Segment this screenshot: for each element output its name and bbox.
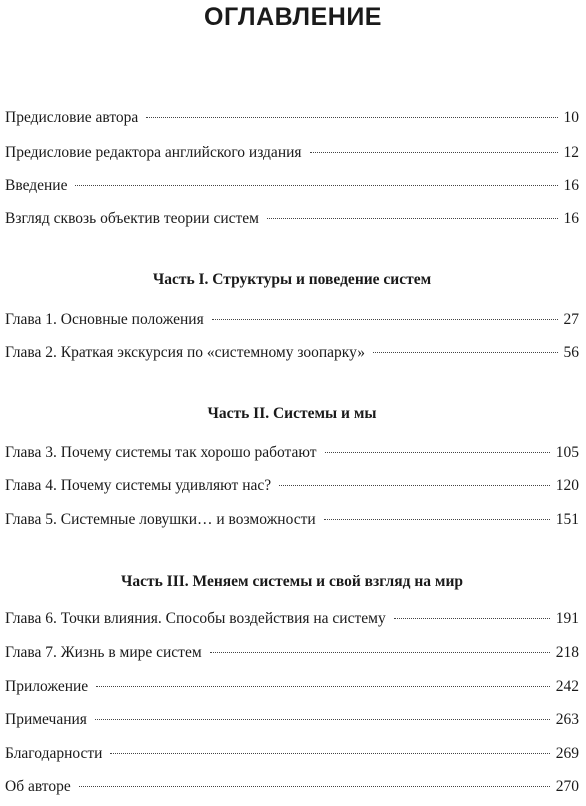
toc-entry-label: Глава 2. Краткая экскурсия по «системному зоопарку»: [5, 344, 365, 361]
toc-entry[interactable]: [5, 176, 579, 196]
toc-entry-label: Глава 7. Жизнь в мире систем: [5, 644, 202, 661]
toc-entry-label: Глава 3. Почему системы так хорошо работают: [5, 444, 317, 461]
toc-entry-label: Введение: [5, 177, 68, 194]
dot-leader: [267, 218, 558, 219]
dot-leader: [324, 519, 550, 520]
toc-entry[interactable]: [5, 310, 579, 330]
toc-entry-label: Предисловие автора: [5, 109, 139, 126]
toc-entry[interactable]: [5, 777, 579, 797]
toc-entry-label: Благодарности: [5, 745, 103, 762]
dot-leader: [212, 319, 558, 320]
toc-entry[interactable]: [5, 609, 579, 629]
toc-entry[interactable]: [5, 343, 579, 363]
toc-entry-page: 263: [555, 711, 579, 728]
dot-leader: [394, 618, 550, 619]
toc-entry-page: 218: [555, 644, 579, 661]
toc-entry[interactable]: [5, 510, 579, 530]
dot-leader: [325, 452, 550, 453]
page-title: ОГЛАВЛЕНИЕ: [204, 3, 382, 31]
toc-entry[interactable]: [5, 476, 579, 496]
toc-entry-page: 16: [563, 177, 579, 194]
toc-entry-page: 270: [555, 778, 579, 795]
toc-entry-page: 151: [555, 511, 579, 528]
toc-entry-label: Глава 4. Почему системы удивляют нас?: [5, 477, 272, 494]
dot-leader: [146, 117, 557, 118]
toc-entry-page: 269: [555, 745, 579, 762]
table-of-contents: [5, 0, 579, 806]
toc-entry[interactable]: [5, 443, 579, 463]
toc-entry-page: 56: [563, 344, 579, 361]
dot-leader: [310, 152, 558, 153]
toc-entry-label: Об авторе: [5, 778, 71, 795]
toc-entry-label: Глава 5. Системные ловушки… и возможности: [5, 511, 316, 528]
dot-leader: [110, 753, 549, 754]
dot-leader: [75, 185, 557, 186]
toc-entry-page: 105: [555, 444, 579, 461]
dot-leader: [373, 352, 558, 353]
toc-entry-page: 242: [555, 678, 579, 695]
dot-leader: [95, 719, 550, 720]
toc-entry-page: 191: [555, 610, 579, 627]
part-heading[interactable]: Часть III. Меняем системы и свой взгляд на мир: [120, 573, 463, 590]
toc-entry[interactable]: [5, 209, 579, 229]
toc-entry-label: Глава 6. Точки влияния. Способы воздействия на систему: [5, 610, 386, 627]
toc-entry-label: Примечания: [5, 711, 87, 728]
toc-entry-label: Глава 1. Основные положения: [5, 311, 204, 328]
toc-entry-page: 27: [563, 311, 579, 328]
toc-entry[interactable]: [5, 143, 579, 163]
toc-entry-label: Приложение: [5, 678, 89, 695]
toc-entry-label: Взгляд сквозь объектив теории систем: [5, 210, 259, 227]
toc-entry-page: 16: [563, 210, 579, 227]
toc-entry[interactable]: [5, 677, 579, 697]
part-heading[interactable]: Часть I. Структуры и поведение систем: [152, 271, 432, 288]
toc-entry-page: 10: [563, 109, 579, 126]
dot-leader: [279, 485, 550, 486]
part-heading[interactable]: Часть II. Системы и мы: [207, 405, 377, 422]
toc-entry-label: Предисловие редактора английского издания: [5, 144, 302, 161]
dot-leader: [96, 686, 550, 687]
toc-entry[interactable]: [5, 744, 579, 764]
toc-entry-page: 12: [563, 144, 579, 161]
toc-entry-page: 120: [555, 477, 579, 494]
dot-leader: [210, 652, 550, 653]
toc-entry[interactable]: [5, 643, 579, 663]
toc-entry[interactable]: [5, 710, 579, 730]
toc-entry[interactable]: [5, 108, 579, 128]
dot-leader: [79, 786, 550, 787]
